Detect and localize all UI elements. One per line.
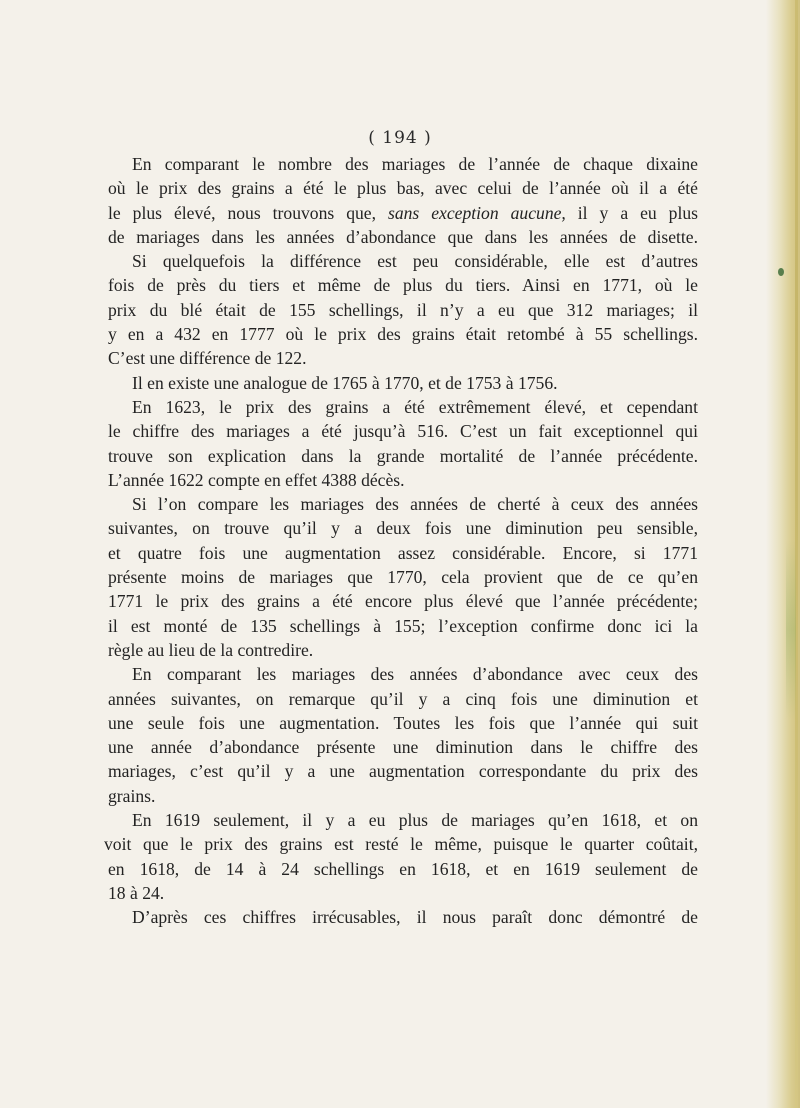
text-line: il est monté de 135 schellings à 155; l’exception confirme donc ici la <box>108 615 698 636</box>
text-line: Si quelquefois la différence est peu considérable, elle est d’autres <box>132 251 698 272</box>
body-text <box>104 152 698 930</box>
text-line: y en a 432 en 1777 où le prix des grains était retombé à 55 schellings. <box>108 324 698 345</box>
text-line: règle au lieu de la contredire. <box>108 639 314 660</box>
page-number: ( 194 ) <box>368 128 432 148</box>
text-line: Il en existe une analogue de 1765 à 1770, et de 1753 à 1756. <box>132 372 558 393</box>
text-line: une année d’abondance présente une diminution dans le chiffre des <box>108 737 698 758</box>
text-line: C’est une différence de 122. <box>108 348 307 369</box>
text-line: et quatre fois une augmentation assez considérable. Encore, si 1771 <box>108 542 698 563</box>
text-line: mariages, c’est qu’il y a une augmentation correspondante du prix des <box>108 761 698 782</box>
text-line <box>108 201 698 225</box>
text-line: fois de près du tiers et même de plus du tiers. Ainsi en 1771, où le <box>108 275 698 296</box>
text-line: grains. <box>108 785 156 806</box>
text-line: Si l’on compare les mariages des années de cherté à ceux des années <box>132 494 698 515</box>
emphasis-text: sans exception aucune, <box>387 202 566 223</box>
text-line: une seule fois une augmentation. Toutes les fois que l’année qui suit <box>108 712 698 733</box>
text-line: trouve son explication dans la grande mortalité de l’année précédente. <box>108 445 698 466</box>
text-line: D’après ces chiffres irrécusables, il nous paraît donc démontré de <box>132 907 698 928</box>
text-line: L’année 1622 compte en effet 4388 décès. <box>108 469 405 490</box>
text-line: de mariages dans les années d’abondance que dans les années de disette. <box>108 226 698 247</box>
text-line: où le prix des grains a été le plus bas, avec celui de l’année où il a été <box>108 178 698 199</box>
text-line: En 1619 seulement, il y a eu plus de mariages qu’en 1618, et on <box>132 810 698 831</box>
text-line: années suivantes, on remarque qu’il y a cinq fois une diminution et <box>108 688 698 709</box>
text-line: en 1618, de 14 à 24 schellings en 1618, et en 1619 seulement de <box>108 858 698 879</box>
paper-discoloration <box>786 540 796 720</box>
text-line: 18 à 24. <box>108 882 165 903</box>
text-segment: le plus élevé, nous trouvons que, <box>108 202 388 223</box>
text-line: prix du blé était de 155 schellings, il n’y a eu que 312 mariages; il <box>108 299 698 320</box>
text-line: suivantes, on trouve qu’il y a deux fois une diminution peu sensible, <box>108 518 698 539</box>
text-segment: il y a eu plus <box>565 202 698 223</box>
text-line: présente moins de mariages que 1770, cela provient que de ce qu’en <box>108 567 698 588</box>
text-line: En 1623, le prix des grains a été extrêmement élevé, et cependant <box>132 396 698 417</box>
text-line: 1771 le prix des grains a été encore plus élevé que l’année précédente; <box>108 591 698 612</box>
text-line: En comparant le nombre des mariages de l’année de chaque dixaine <box>132 154 698 174</box>
text-line: le chiffre des mariages a été jusqu’à 516. C’est un fait exceptionnel qui <box>108 421 698 442</box>
text-line: voit que le prix des grains est resté le même, puisque le quarter coûtait, <box>104 834 698 855</box>
text-line: En comparant les mariages des années d’abondance avec ceux des <box>132 664 698 685</box>
ink-spot <box>778 268 784 276</box>
